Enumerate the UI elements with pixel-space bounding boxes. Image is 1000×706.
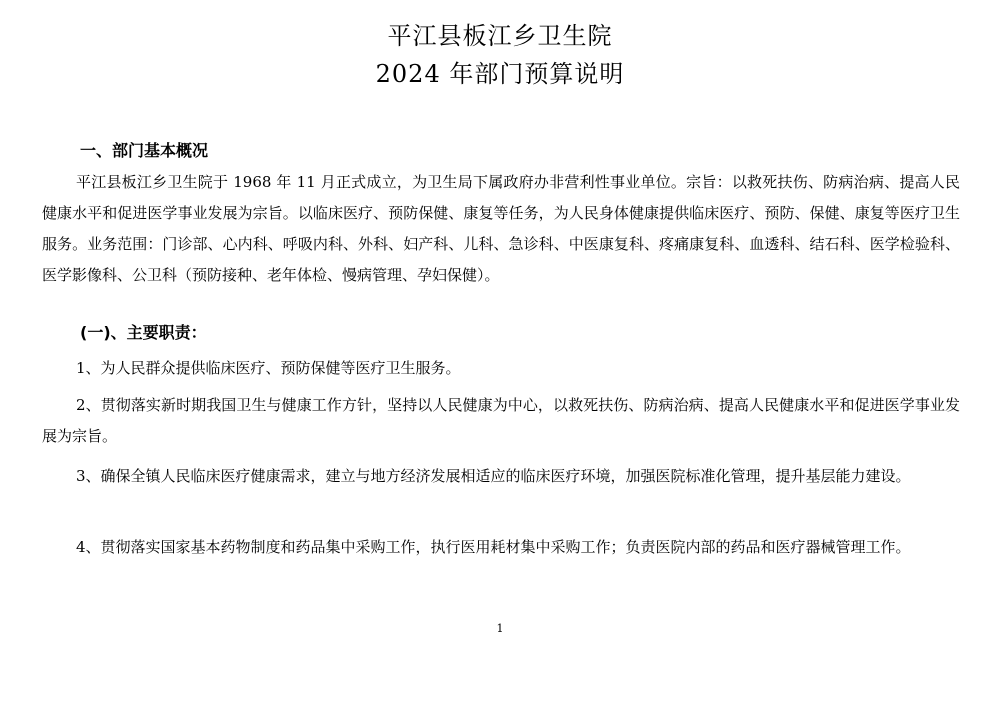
document-title: 平江县板江乡卫生院: [387, 22, 613, 50]
document-subtitle: 2024 年部门预算说明: [375, 60, 625, 88]
duty-item-2: 2、贯彻落实新时期我国卫生与健康工作方针，坚持以人民健康为中心，以救死扶伤、防病治病、提高人民健康水平和促进医学事业发展为宗旨。: [42, 396, 960, 445]
page-number: 1: [496, 622, 504, 635]
section-heading-basic-overview: 一、部门基本概况: [80, 141, 209, 160]
duty-item-1: 1、为人民群众提供临床医疗、预防保健等医疗卫生服务。: [76, 359, 461, 377]
duty-item-3: 3、确保全镇人民临床医疗健康需求，建立与地方经济发展相适应的临床医疗环境，加强医院标准化管理，提升基层能力建设。: [76, 467, 911, 485]
duty-item-4: 4、贯彻落实国家基本药物制度和药品集中采购工作，执行医用耗材集中采购工作；负责医院内部的药品和医疗器械管理工作。: [76, 538, 911, 556]
subsection-heading-main-duties: (一)、主要职责：: [80, 323, 207, 342]
overview-paragraph: 平江县板江乡卫生院于 1968 年 11 月正式成立，为卫生局下属政府办非营利性事业单位。宗旨：以救死扶伤、防病治病、提高人民健康水平和促进医学事业发展为宗旨。以临床医疗、预防保健、康复等任务，为人民身体健康提供临床医疗、预防、保健、康复等医疗卫生服务。业务范围：门诊部、心内科、呼吸内科、外科、妇产科、儿科、急诊科、中医康复科、疼痛康复科、血透科、结石科、医学检验科、医学影像科、公卫科（预防接种、老年体检、慢病管理、孕妇保健）。: [42, 173, 960, 284]
